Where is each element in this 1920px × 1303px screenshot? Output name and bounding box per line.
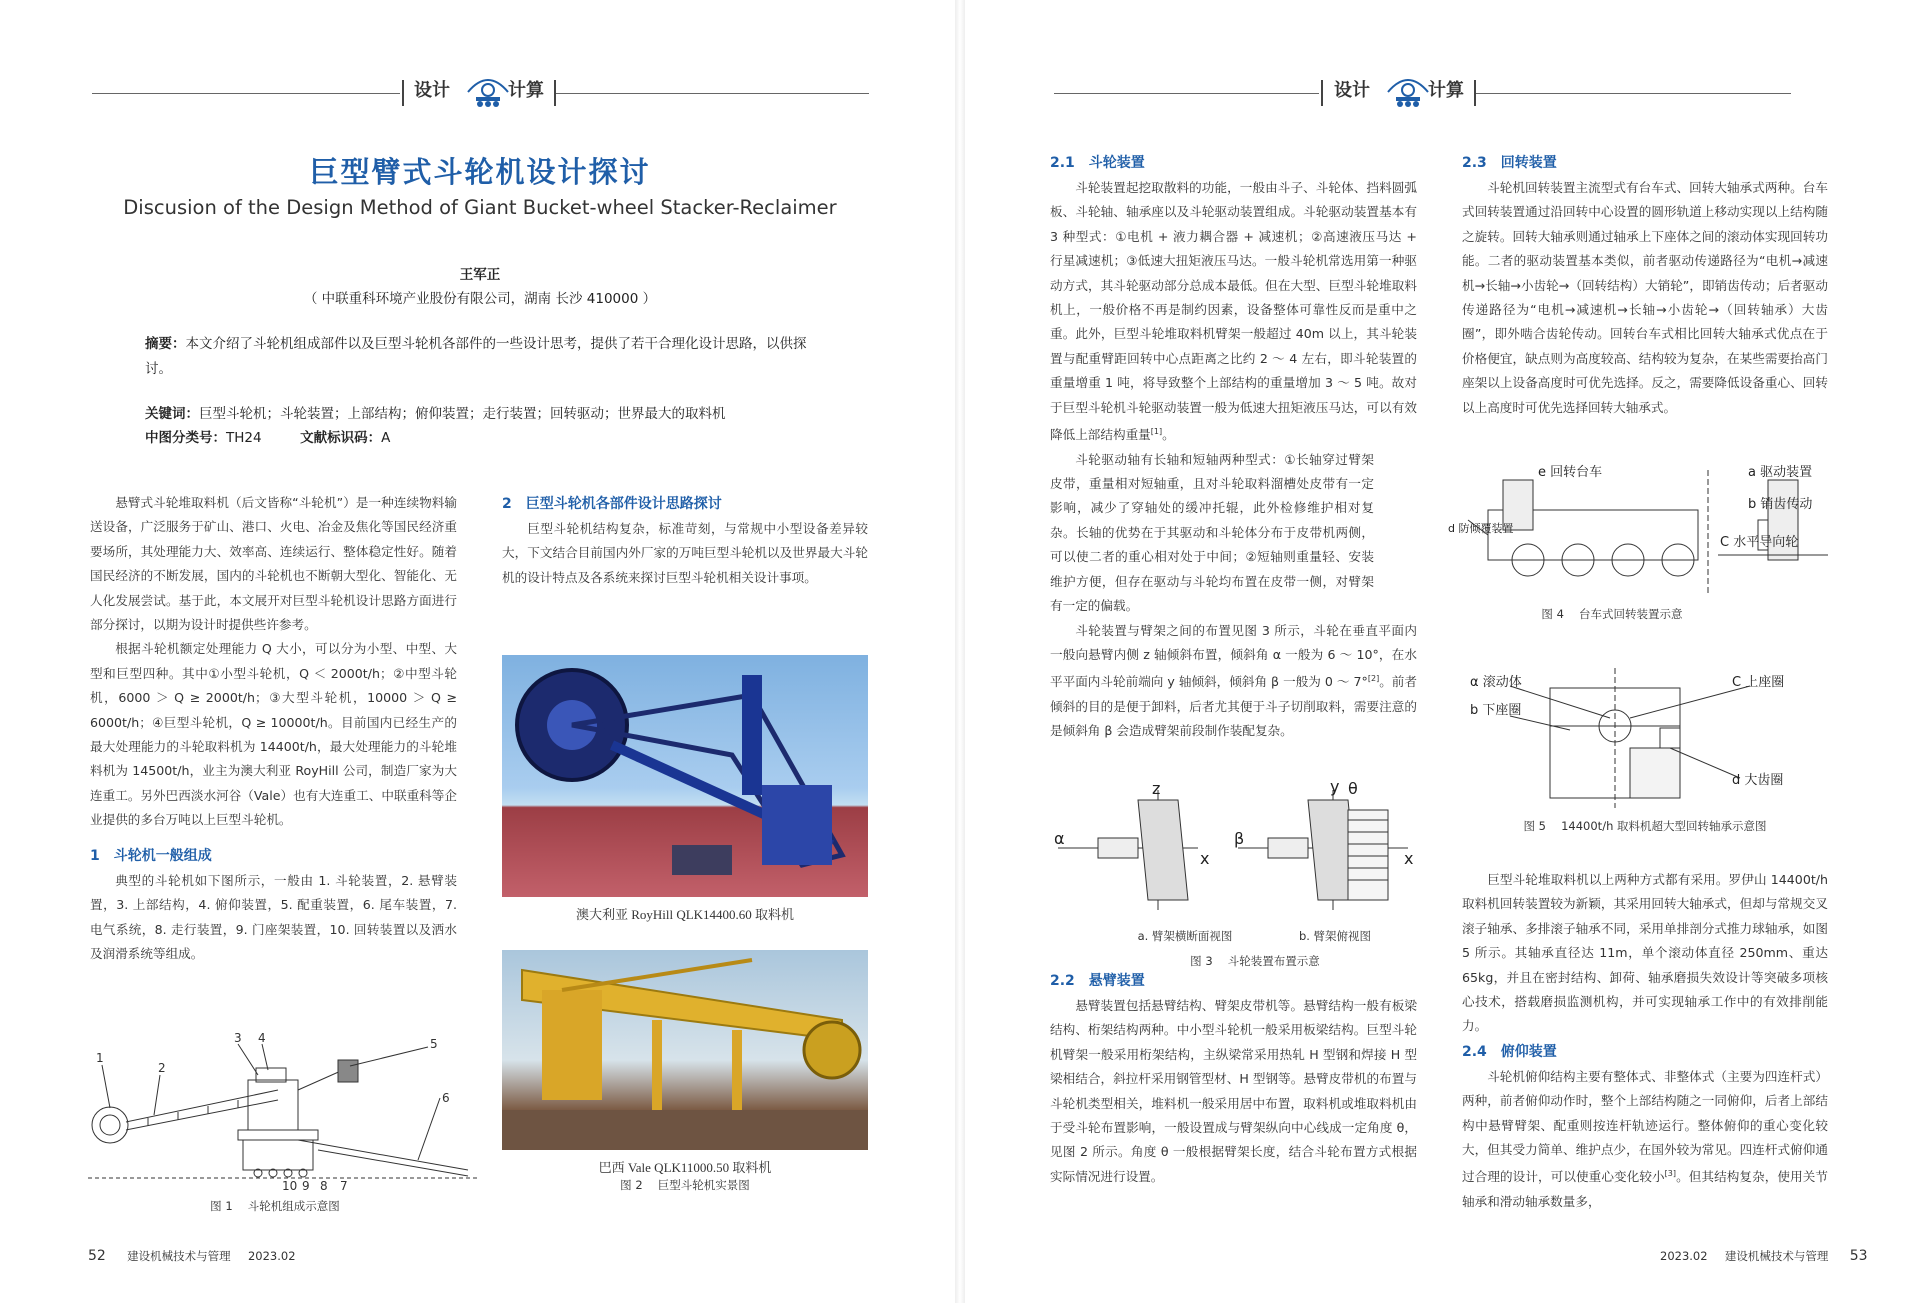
section-heading-1: 1 斗轮机一般组成 [90,847,212,864]
page-number: 53 [1849,1248,1868,1264]
paragraph [1050,176,1417,448]
section-heading-2-1: 2.1 斗轮装置 [1050,155,1145,171]
paragraph-end: 。 [1162,427,1175,443]
fig5-label: d 大齿圈 [1732,773,1784,788]
paragraph-text: 斗轮机俯仰结构主要有整体式、非整体式（主要为四连杆式）两种，前者俯仰动作时，整个上部结构随之一同俯仰，后者上部结构中悬臂臂架、配重则按连杆轨迹运行。整体俯仰的重心变化较大，但其受力简单、维护点少，在国外较为常见。四连杆式俯仰通过合理的设计，可以使重心变化较小 [1462,1068,1828,1185]
photo-vale-reclaimer [502,950,868,1150]
paragraph: 根据斗轮机额定处理能力 Q 大小，可以分为小型、中型、大型和巨型四种。其中①小型斗轮机，Q ＜ 2000t/h；②中型斗轮机，6000 ＞ Q ≥ 2000t/h；③大型斗轮机，10000 ＞ Q ≥ 6000t/h；④巨型斗轮机，Q ≥ 10000t/h。目前国内已经生产的最大处理能力的斗轮取料机为 14400t/h，最大处理能力的斗轮堆料机为 14500t/h，业主为澳大利亚 RoyHill 公司，制造厂家为大连重工。另外巴西淡水河谷（Vale）也有大连重工、中联重科等企业提供的多台万吨以上巨型斗轮机。 [90,641,457,828]
article-title: 巨型臂式斗轮机设计探讨 [309,155,651,189]
fig3-axis-label: z [1152,780,1161,798]
paragraph: 悬臂装置包括悬臂结构、臂架皮带机等。悬臂结构一般有板梁结构、桁架结构两种。中小型斗轮机一般采用板梁结构。巨型斗轮机臂架一般采用桁架结构，主纵梁常采用热轧 H 型钢和焊接 H 型梁相结合，斜拉杆采用钢管型材、H 型钢等。悬臂皮带机的布置与斗轮机类型相关，堆料机一般采用居中布置，取料机或堆取料机由于受斗轮布置影响，一般设置成与臂架纵向中心线成一定角度 θ，见图 2 所示。角度 θ 一般根据臂架长度，结合斗轮布置方式根据实际情况进行设置。 [1050,998,1417,1184]
left-column-2 [502,491,868,590]
fig3-axis-label: θ [1348,780,1358,798]
journal-name: 建设机械技术与管理 [127,1249,231,1263]
fig1-label: 1 [96,1051,104,1065]
fig1-label: 2 [158,1061,166,1075]
fig4-label: a 驱动装置 [1748,465,1813,480]
paragraph: 斗轮驱动轴有长轴和短轴两种型式：①长轴穿过臂架皮带，重量相对短轴重，且对斗轮取料溜槽处皮带有一定影响，减少了穿轴处的缓冲托辊，此外检修维护相对复杂。长轴的优势在于其驱动和斗轮体分布于皮带机两侧，可以使二者的重心相对处于中间；②短轴则重量轻、安装维护方便，但存在驱动与斗轮均布置在皮带一侧，对臂架有一定的偏载。 [1050,451,1374,614]
abstract-text: 本文介绍了斗轮机组成部件以及巨型斗轮机各部件的一些设计思考，提供了若干合理化设计思路，以供探讨。 [145,336,807,377]
paragraph: 巨型斗轮机结构复杂，标准苛刻，与常规中小型设备差异较大，下文结合目前国内外厂家的万吨巨型斗轮机以及世界最大斗轮机的设计特点及各系统来探讨巨型斗轮机相关设计事项。 [502,521,868,585]
fig1-label: 3 [234,1031,242,1045]
paragraph-text: 。但其结构复杂，使用关节轴承和滑动轴承数量多， [1462,1169,1829,1210]
header-label-calc: 计算 [1428,80,1464,101]
issue-date: 2023.02 [247,1249,296,1263]
paragraph-text: 斗轮装置与臂架之间的布置见图 3 所示，斗轮在垂直平面内一般向悬臂内侧 z 轴倾斜布置，倾斜角 α 一般为 6 ～ 10°，在水平平面内斗轮前端向 y 轴倾斜，倾斜角 β 一般为 0 ～ 7° [1050,622,1417,690]
affiliation: （ 中联重科环境产业股份有限公司，湖南 长沙 410000 ） [303,291,657,307]
left-column-1 [90,491,457,966]
fig4-label: C 水平导向轮 [1720,535,1799,550]
keywords-text: 巨型斗轮机；斗轮装置；上部结构；俯仰装置；走行装置；回转驱动；世界最大的取料机 [199,406,726,422]
right-footer [1660,1248,1868,1264]
paragraph-text: 。前者倾斜的目的是便于卸料，后者尤其便于斗子切削取料，需要注意的是倾斜角 β 会造成臂架前段制作装配复杂。 [1050,674,1418,739]
figure-5-caption: 图 5 14400t/h 取料机超大型回转轴承示意图 [1523,819,1767,833]
issue-date: 2023.02 [1660,1249,1708,1263]
paragraph: 巨型斗轮堆取料机以上两种方式都有采用。罗伊山 14400t/h 取料机回转装置较为新颖，其采用回转大轴承式，但却与常规交叉滚子轴承、多排滚子轴承不同，采用单排剖分式推力球轴承，如图 5 所示。其轴承直径达 11m，单个滚动体直径 250mm、重达 65kg，并且在密封结构、卸荷、轴承磨损失效设计等突破多项核心技术，搭载磨损监测机构，并可实现轴承工作中的有效排削能力。 [1462,872,1828,1034]
right-column-2b [1462,868,1828,1214]
figure-4-caption: 图 4 台车式回转装置示意 [1541,607,1683,621]
figure-3a-caption: a. 臂架横断面视图 [1137,929,1233,943]
author: 王军正 [459,267,501,283]
keywords-label: 关键词： [145,406,199,422]
paragraph [1050,619,1417,744]
abstract-label: 摘要： [145,336,186,352]
header-label-design: 设计 [414,80,450,101]
fig1-label: 7 [340,1179,348,1190]
fig1-label: 9 [302,1179,310,1190]
fig3-axis-label: x [1404,849,1414,868]
section-heading-2-3: 2.3 回转装置 [1462,155,1557,171]
fig3-axis-label: y [1330,780,1340,796]
paragraph: 斗轮机回转装置主流型式有台车式、回转大轴承式两种。台车式回转装置通过沿回转中心设置的圆形轨道上移动实现以上结构随之旋转。回转大轴承则通过轴承上下座体之间的滚动体实现回转功能。二者的驱动装置基本类似，前者驱动传递路径为“电机→减速机→长轴→小齿轮→（回转结构）大销轮”，即销齿传动；后者驱动传递路径为“电机→减速机→长轴→小齿轮→（回转轴承）大齿圈”，即外啮合齿轮传动。回转台车式相比回转大轴承式优点在于价格便宜，缺点则为高度较高、结构较为复杂，在某些需要抬高门座架以上设备高度时可优先选择。反之，需要降低设备重心、回转以上高度时可优先选择回转大轴承式。 [1462,180,1828,415]
keywords-block [145,402,825,450]
section-heading-2-4: 2.4 俯仰装置 [1462,1043,1557,1060]
figure-3b-caption: b. 臂架俯视图 [1298,929,1372,943]
fig4-label: e 回转台车 [1538,465,1603,480]
header-label-calc: 计算 [508,80,544,101]
doc-value: A [381,430,391,446]
fig5-label: C 上座圈 [1732,675,1785,690]
abstract [145,332,825,382]
right-page [960,0,1920,1303]
class-value: TH24 [226,430,262,446]
left-header [0,76,960,112]
doc-label: 文献标识码： [300,430,382,446]
fig4-label: b 销齿传动 [1748,497,1813,512]
right-column-1b [1050,968,1417,1189]
fig1-label: 8 [320,1179,328,1190]
journal-logo-icon [462,70,514,110]
right-column-1 [1050,150,1417,744]
fig4-label: d 防倾覆装置 [1448,522,1514,535]
fig1-label: 4 [258,1031,266,1045]
figure-2-caption: 图 2 巨型斗轮机实景图 [620,1178,750,1192]
figure-3-diagram [1048,780,1418,920]
paragraph: 典型的斗轮机如下图所示，一般由 1. 斗轮装置，2. 悬臂装置，3. 上部结构，4. 俯仰装置，5. 配重装置，6. 尾车装置，7. 电气系统，8. 走行装置，9. 门座架装置，10. 回转装置以及洒水及润滑系统等组成。 [90,872,457,961]
fig1-label: 6 [442,1091,450,1105]
fig5-label: b 下座圈 [1470,703,1522,718]
page-number: 52 [88,1248,106,1264]
left-footer [88,1248,296,1264]
photo-2-caption: 巴西 Vale QLK11000.50 取料机 [598,1160,772,1175]
reference-marker: [1] [1150,427,1163,437]
paragraph-text: 斗轮装置起挖取散料的功能，一般由斗子、斗轮体、挡料圆弧板、斗轮轴、轴承座以及斗轮驱动装置组成。斗轮驱动装置基本有 3 种型式：①电机 + 液力耦合器 + 减速机；②高速液压马达 + 行星减速机；③低速大扭矩液压马达。一般斗轮机常选用第一种驱动方式，其斗轮驱动部分总成本最低。但在大型、巨型斗轮堆取料机上，一般价格不再是制约因素，设备整体可靠性反而是重中之重。此外，巨型斗轮堆取料机臂架一般超过 40m 以上，其斗轮装置与配重臂距回转中心点距离之比约 2 ～ 4 左右，即斗轮装置的重量增重 1 吨，将导致整个上部结构的重量增加 3 ～ 5 吨。故对于巨型斗轮机斗轮驱动装置一般为低速大扭矩液压马达，可以有效降低上部结构重量 [1050,180,1417,443]
right-header [960,76,1920,112]
photo-1-caption: 澳大利亚 RoyHill QLK14400.60 取料机 [575,907,795,922]
fig1-label: 10 [282,1179,298,1190]
figure-3-caption: 图 3 斗轮装置布置示意 [1190,954,1320,968]
journal-logo-icon [1382,70,1434,110]
section-heading-2-2: 2.2 悬臂装置 [1050,973,1145,989]
section-heading-2: 2 巨型斗轮机各部件设计思路探讨 [502,496,722,512]
reference-marker: [3] [1664,1169,1677,1179]
reference-marker: [2] [1367,674,1380,684]
paragraph [1462,1065,1828,1215]
photo-royhill-reclaimer [502,655,868,897]
fig3-axis-label: α [1054,829,1065,848]
journal-name: 建设机械技术与管理 [1724,1249,1829,1263]
article-title-en: Discusion of the Design Method of Giant Bucket-wheel Stacker-Reclaimer [123,196,837,219]
fig3-axis-label: x [1200,849,1210,868]
figure-4-diagram [1448,460,1828,600]
class-label: 中图分类号： [145,430,226,446]
paragraph: 悬臂式斗轮堆取料机（后文皆称“斗轮机”）是一种连续物料输送设备，广泛服务于矿山、港口、火电、冶金及焦化等国民经济重要场所，其处理能力大、效率高、连续运行、整体稳定性好。随着国民经济的不断发展，国内的斗轮机也不断朝大型化、智能化、无人化发展尝试。基于此，本文展开对巨型斗轮机设计思路方面进行部分探讨，以期为设计时提供些许参考。 [90,495,457,633]
fig5-label: α 滚动体 [1470,675,1522,690]
figure-1-caption: 图 1 斗轮机组成示意图 [210,1199,340,1213]
fig3-axis-label: β [1234,829,1245,848]
fig1-label: 5 [430,1037,438,1051]
right-column-2 [1462,150,1828,420]
figure-5-diagram [1470,668,1800,808]
figure-1-diagram [88,1030,478,1190]
header-label-design: 设计 [1334,80,1370,101]
